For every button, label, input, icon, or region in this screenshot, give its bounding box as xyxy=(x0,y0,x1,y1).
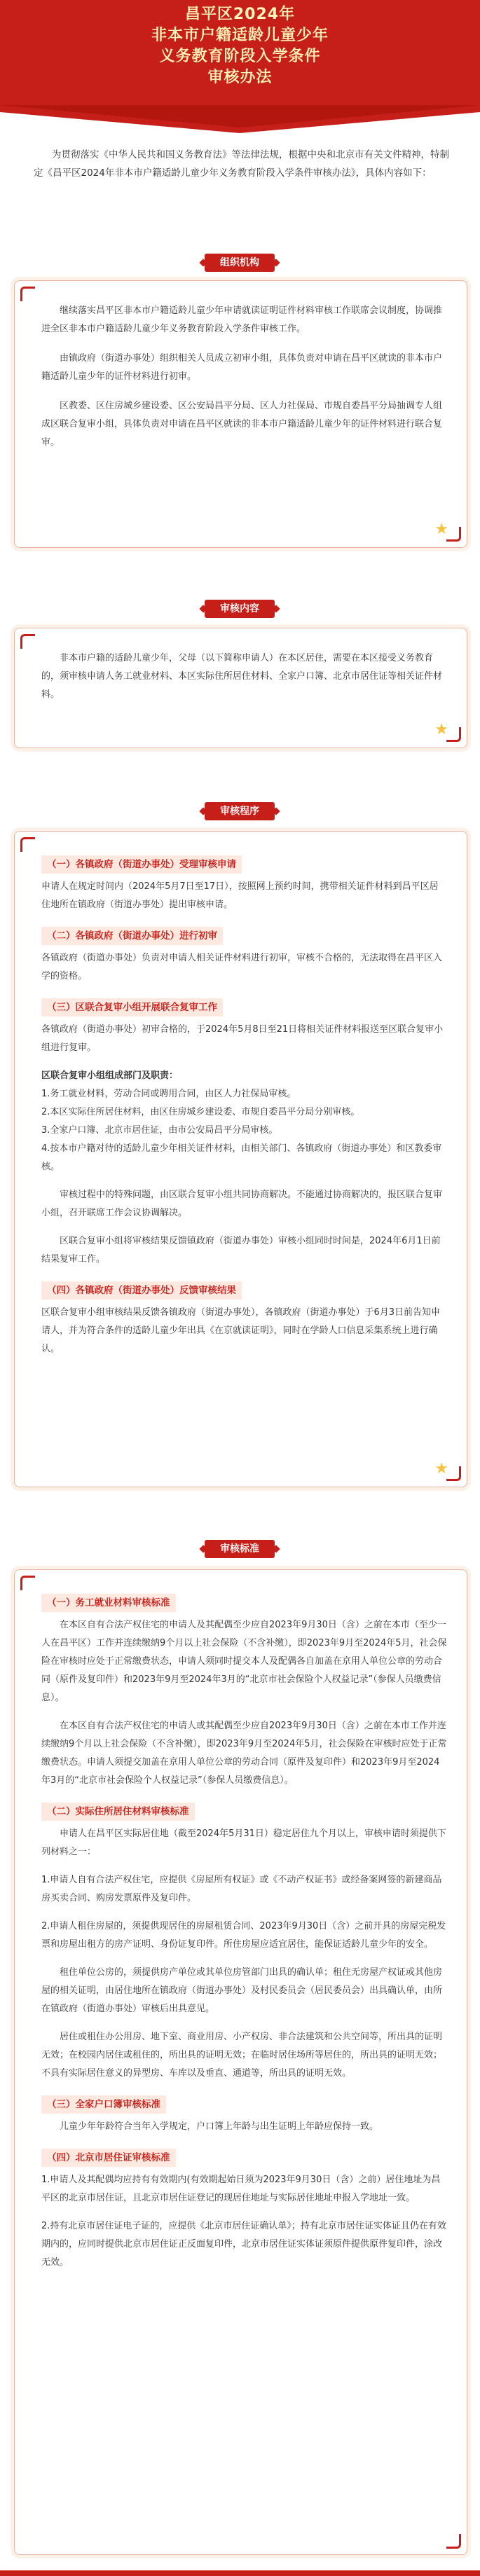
card-process xyxy=(14,831,467,1487)
card-org xyxy=(14,280,467,548)
intro-paragraph: 为贯彻落实《中华人民共和国义务教育法》等法律法规，根据中央和北京市有关文件精神，特制定《昌平区2024年非本市户籍适龄儿童少年义务教育阶段入学条件审核办法》，具体内容如下： xyxy=(34,149,449,179)
corner-ornament-icon xyxy=(20,1576,35,1590)
standard-paragraph-2-2: 2.申请人租住房屋的，须提供现居住的房屋租赁合同、2023年9月30日（含）之前开具的房屋完税发票和房屋出租方的房产证明、身份证复印件。所住房屋应适宜居住，能保证适龄儿童少年的安全。 xyxy=(41,1921,446,1950)
standard-paragraph-4-1: 1.申请人及其配偶均应持有有效期内(有效期起始日须为2023年9月30日（含）之前）居住地址为昌平区的北京市居住证，且北京市居住证登记的现居住地址与实际居住地址申报入学地址一致。 xyxy=(41,2175,441,2203)
org-paragraph-1: 继续落实昌平区非本市户籍适龄儿童少年申请就读证明证件材料审核工作联席会议制度，协调推进全区非本市户籍适龄儿童少年义务教育阶段入学条件审核工作。 xyxy=(41,305,443,334)
process-subtitle-2: （二）各镇政府（街道办事处）进行初审 xyxy=(41,927,223,945)
standard-paragraph-2-3: 租住单位公房的，须提供房产单位或其单位房管部门出具的确认单；租住无房屋产权证或其他房屋的相关证明，由居住地所在镇政府（街道办事处）及村民委员会（居民委员会）出具确认单，由所在镇政府（街道办事处）审核后出具意见。 xyxy=(41,1967,443,2014)
card-process-body xyxy=(41,853,447,1368)
org-paragraph-3: 区教委、区住房城乡建设委、区公安局昌平分局、区人力社保局、市规自委昌平分局抽调专人组成区联合复审小组，具体负责对申请在昌平区就读的非本市户籍适龄儿童少年的证件材料进行联合复审。 xyxy=(41,401,443,448)
corner-ornament-icon xyxy=(446,527,461,542)
page-title-line2: 非本市户籍适龄儿童少年 xyxy=(151,27,329,44)
process-paragraph-2: 各镇政府（街道办事处）负责对申请人相关证件材料进行初审，审核不合格的，无法取得在昌平区入学的资格。 xyxy=(41,953,443,982)
corner-ornament-icon xyxy=(20,634,35,649)
process-subtitle-3: （三）区联合复审小组开展联合复审工作 xyxy=(41,998,223,1017)
org-paragraph-2: 由镇政府（街道办事处）组织相关人员成立初审小组，具体负责对申请在昌平区就读的非本市户籍适龄儿童少年的证件材料进行初审。 xyxy=(41,353,443,382)
page-title-line4: 审核办法 xyxy=(207,69,273,86)
footer-band xyxy=(0,2570,480,2576)
standard-paragraph-2-1: 1.申请人自有合法产权住宅，应提供《房屋所有权证》或《不动产权证书》或经备案网签的新建商品房买卖合同、购房发票原件及复印件。 xyxy=(41,1875,442,1903)
standard-paragraph-3: 儿童少年年龄符合当年入学规定，户口簿上年龄与出生证明上年龄应保持一致。 xyxy=(60,2121,379,2132)
card-content xyxy=(14,628,467,748)
page-title-line3: 义务教育阶段入学条件 xyxy=(159,48,321,65)
card-org-body xyxy=(41,302,447,463)
section-badge-content: 审核内容 xyxy=(205,600,275,618)
section-badge-org: 组织机构 xyxy=(205,254,275,272)
standard-subtitle-2: （二）实际住所居住材料审核标准 xyxy=(41,1803,195,1821)
section-badge-process: 审核程序 xyxy=(205,802,275,820)
standard-paragraph-1-1: 在本区自有合法产权住宅的申请人及其配偶至少应自2023年9月30日（含）之前在本市（至少一人在昌平区）工作并连续缴纳9个月以上社会保险（不含补缴），即2023年9月至2024年5月，社会保险在审核时应处于正常缴费状态，申请人须同时提交本人及配偶各自加盖在京用人单位公章的劳动合同（原件及复印件）和2023年9月至2024年3月的“北京市社会保险个人权益记录”（参保人员缴费信息）。 xyxy=(41,1620,447,1703)
process-duty-1: 1.务工就业材料，劳动合同或聘用合同，由区人力社保局审核。 xyxy=(41,1089,296,1099)
content-paragraph: 非本市户籍的适龄儿童少年，父母（以下简称申请人）在本区居住，需要在本区接受义务教育的，须审核申请人务工就业材料、本区实际住所居住材料、全家户口簿、北京市居住证等相关证件材料。 xyxy=(41,653,443,700)
card-standard xyxy=(14,1569,467,2555)
star-icon: ★ xyxy=(434,521,448,538)
corner-ornament-icon xyxy=(446,727,461,742)
process-paragraph-4: 区联合复审小组审核结果反馈各镇政府（街道办事处），各镇政府（街道办事处）于6月3日前告知申请人，并为符合条件的适龄儿童少年出具《在京就读证明》，同时在学龄人口信息采集系统上进行确认。 xyxy=(41,1307,441,1354)
standard-paragraph-2-0: 申请人在昌平区实际居住地（截至2024年5月31日）稳定居住九个月以上，审核申请时须提供下列材料之一： xyxy=(41,1828,446,1857)
star-icon: ★ xyxy=(434,721,448,738)
corner-ornament-icon xyxy=(446,1466,461,1481)
standard-paragraph-4-2: 2.持有北京市居住证电子证的，应提供《北京市居住证确认单》；持有北京市居住证实体证且仍在有效期内的，应同时提供北京市居住证正反面复印件，北京市居住证实体证须原件提供原件复印件，涂改无效。 xyxy=(41,2221,446,2268)
corner-ornament-icon xyxy=(20,287,35,301)
process-duty-3: 3.全家户口簿、北京市居住证，由市公安局昌平分局审核。 xyxy=(41,1125,278,1136)
page-title-line1: 昌平区2024年 xyxy=(184,6,296,23)
standard-paragraph-1-2: 在本区自有合法产权住宅的申请人或其配偶至少应自2023年9月30日（含）之前在本市工作并连续缴纳9个月以上社会保险（不含补缴），即2023年9月至2024年5月，社会保险在审核时应处于正常缴费状态。申请人须提交加盖在京用人单位公章的劳动合同（原件及复印件）和2023年9月至2024年3月的“北京市社会保险个人权益记录”（参保人员缴费信息）。 xyxy=(41,1721,447,1786)
process-paragraph-3: 各镇政府（街道办事处）初审合格的，于2024年5月8日至21日将相关证件材料报送至区联合复审小组进行复审。 xyxy=(41,1024,444,1053)
process-paragraph-a: 审核过程中的特殊问题，由区联合复审小组共同协商解决。不能通过协商解决的，报区联合复审小组，召开联席工作会议协调解决。 xyxy=(41,1190,443,1218)
process-paragraph-b: 区联合复审小组将审核结果反馈镇政府（街道办事处）审核小组同时时间是，2024年6月1日前结果复审工作。 xyxy=(41,1236,441,1265)
process-subtitle-1: （一）各镇政府（街道办事处）受理审核申请 xyxy=(41,855,242,874)
process-paragraph-1: 申请人在规定时间内（2024年5月7日至17日），按照网上预约时间，携带相关证件材料到昌平区居住地所在镇政府（街道办事处）提出审核申请。 xyxy=(41,881,439,910)
card-content-body xyxy=(41,649,447,715)
corner-ornament-icon xyxy=(446,2534,461,2549)
process-duty-2: 2.本区实际住所居住材料，由区住房城乡建设委、市规自委昌平分局分别审核。 xyxy=(41,1107,360,1117)
header-banner xyxy=(0,0,480,133)
card-standard-body xyxy=(41,1591,447,2282)
process-duty-4: 4.按本市户籍对待的适龄儿童少年相关证件材料，由相关部门、各镇政府（街道办事处）和区教委审核。 xyxy=(41,1143,442,1172)
standard-subtitle-1: （一）务工就业材料审核标准 xyxy=(41,1594,176,1612)
process-duty-title: 区联合复审小组组成部门及职责： xyxy=(41,1070,179,1081)
standard-subtitle-4: （四）北京市居住证审核标准 xyxy=(41,2149,176,2167)
star-icon: ★ xyxy=(434,1460,448,1478)
standard-paragraph-2-4: 居住或租住办公用房、地下室、商业用房、小产权房、非合法建筑和公共空间等，所出具的证明无效；在校园内居住或租住的，所出具的证明无效；在临时居住场所等居住的，所出具的证明无效；不具有实际居住意义的异型房、车库以及垂直、通道等，所出具的证明无效。 xyxy=(41,2032,443,2079)
corner-ornament-icon xyxy=(20,837,35,852)
header-chevron-decoration xyxy=(0,105,480,133)
process-subtitle-4: （四）各镇政府（街道办事处）反馈审核结果 xyxy=(41,1281,242,1300)
section-badge-standard: 审核标准 xyxy=(205,1540,275,1558)
standard-subtitle-3: （三）全家户口簿审核标准 xyxy=(41,2095,166,2114)
